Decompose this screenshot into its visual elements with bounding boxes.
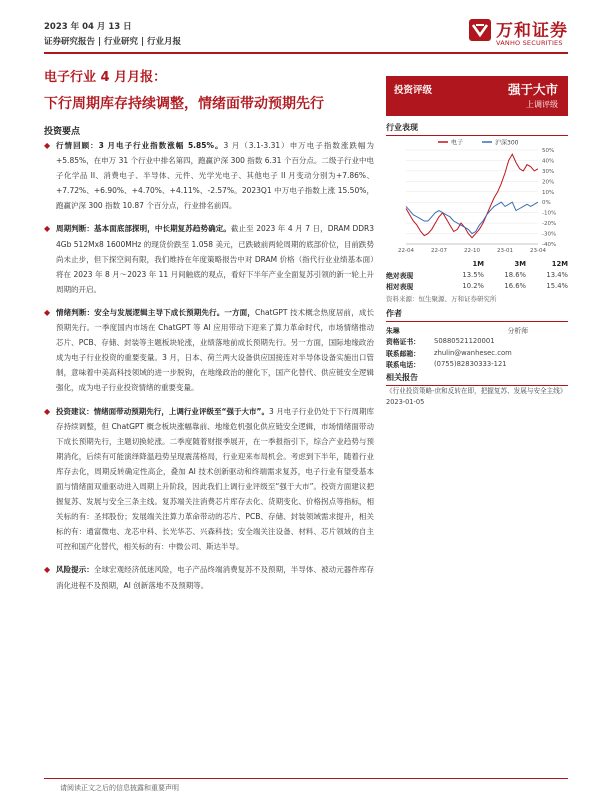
rating-value: 强于大市 xyxy=(507,82,558,97)
series-line xyxy=(406,154,538,238)
performance-title: 行业表现 xyxy=(386,122,568,136)
table-row xyxy=(386,280,568,291)
table-cell: 18.6% xyxy=(504,270,526,279)
paragraph-text: 3 月（3.1-3.31）申万电子指数涨跌幅为+5.85%，在申万 31 个行业中排名第四，跑赢沪深 300 指数 6.31 个百分点。二级子行业中电子化学品 II、消费电子、半导体、元件、光学光电子、其他电子 II 月变动分别为+7.86%、+7.72%、+6.90%、+4.70%、+4.11%、-2.57%。2023Q1 中万电子指数上涨 15.50%，跑赢沪深 300 指数 10.87 个百分点，行业排名前四。 xyxy=(56,141,374,211)
footer-divider xyxy=(44,778,568,779)
x-tick-label: 22-04 xyxy=(398,248,414,254)
performance-table xyxy=(386,258,568,291)
author-role: 分析师 xyxy=(507,326,528,335)
bullet-icon: ◆ xyxy=(44,565,51,575)
y-tick-label: -10% xyxy=(542,210,557,217)
table-header-cell: 1M xyxy=(472,259,484,268)
paragraph-text: ChatGPT 技术概念热度居前，成长预期先行。一季度国内市场在 ChatGPT 等 AI 应用带动下迎来了算力革命时代，市场情绪推动芯片、PCB、存储、封装等主题板块轮涨，业绩落地前成长预期先行。另一方面，国际地缘政治成为电子行业投资的重要变量。3 月，日本、荷兰两大设备供应国接连对半导体设备实施出口管制，意味着中美高科技领域的进一步脱钩，在地缘政治的催化下，国产化替代、供应链安全逻辑强化，成为电子行业投资情绪的重要变量。 xyxy=(56,307,374,393)
author-field-key: 联系邮箱： xyxy=(386,349,420,358)
bullet-icon: ◆ xyxy=(44,406,51,416)
y-tick-label: -40% xyxy=(542,242,557,248)
y-tick-label: -20% xyxy=(542,221,557,228)
y-tick-label: -30% xyxy=(542,231,557,238)
y-tick-label: 50% xyxy=(542,148,555,154)
table-header-row xyxy=(386,258,568,269)
author-field-value: S0880521120001 xyxy=(434,337,495,346)
brand-name-en: VANHO SECURITIES xyxy=(496,39,563,47)
related-report-link[interactable]: 《行业投资策略-庶和反转在即，把握复苏、发展与安全主线》 2023-01-05 xyxy=(386,387,567,406)
table-row-label: 相对表现 xyxy=(386,282,414,291)
related-title: 相关报告 xyxy=(386,372,568,386)
legend-label: 电子 xyxy=(451,139,464,147)
table-header-cell: 3M xyxy=(514,259,526,268)
paragraph-lead: 风险提示： xyxy=(56,565,94,575)
paragraph-lead: 周期判断：基本面底部探明，中长期复苏趋势确定。 xyxy=(56,224,231,234)
paragraph-review xyxy=(44,138,374,213)
paragraph-lead: 情绪判断：安全与发展逻辑主导下成长预期先行。一方面， xyxy=(56,307,255,317)
y-tick-label: 40% xyxy=(542,158,555,165)
y-tick-label: 30% xyxy=(542,168,555,175)
footer-disclaimer: 请阅读正文之后的信息披露和重要声明 xyxy=(60,784,179,792)
x-tick-label: 23-01 xyxy=(497,248,513,254)
author-name: 朱琳 xyxy=(386,326,400,335)
x-tick-label: 22-10 xyxy=(464,248,480,254)
performance-chart xyxy=(386,136,568,258)
table-cell: 15.4% xyxy=(546,281,568,290)
brand-mark-icon xyxy=(468,18,492,42)
paragraph-text: 3 月电子行业仍处于下行周期库存持续调整，但 ChatGPT 概念板块涨幅靠前、地缘危机强化供应链安全逻辑，市场情绪面带动下成长预期先行，主题切换轮涨。二季度随着财报季展开，在一季报指引下，综合产业趋势与预期消化，后续有可能演绎降温趋势呈现震荡格局，行业迎来布局机会。考虑到下半年，随着行业库存去化，周期反转确定性高企，叠加 AI 技术创新驱动和终端需求复苏，电子行业有望受基本面与情绪面双重驱动进入周期上升阶段，因此我们上调行业评级至“强于大市”。投资方面建议把握复苏、发展与安全三条主线。复苏端关注消费芯片库存去化、货期变化、价格拐点等指标，相关标的有：圣邦股份；发展端关注算力革命带动的芯片、PCB、存储、封装领域需求提升，相关标的有：通富微电、龙芯中科、长光华芯、兴森科技；安全端关注设备、材料、芯片领域的自主可控和国产化替代，相关标的有：中微公司、斯达半导。 xyxy=(56,406,375,552)
author-field-key: 联系电话： xyxy=(386,361,420,370)
bullet-icon: ◆ xyxy=(44,141,51,150)
header-divider xyxy=(44,52,568,54)
y-tick-label: 10% xyxy=(542,189,555,196)
section-title: 投资要点 xyxy=(44,127,81,137)
y-tick-label: 20% xyxy=(542,179,555,186)
paragraph-sentiment xyxy=(44,305,374,396)
paragraph-cycle xyxy=(44,221,374,296)
report-category: 证券研究报告 | 行业研究 | 行业月报 xyxy=(44,37,182,47)
rating-label: 投资评级 xyxy=(394,85,433,96)
bullet-icon: ◆ xyxy=(44,224,51,234)
report-date: 2023 年 04 月 13 日 xyxy=(44,22,132,32)
series-line xyxy=(406,202,538,233)
brand-logo xyxy=(468,16,568,52)
paragraph-text: 全球宏观经济低迷风险，电子产品终端消费复苏不及预期，半导体、被动元器件库存消化进程不及预期，AI 创新落地不及预期等。 xyxy=(56,565,375,590)
author-field-row xyxy=(386,336,568,348)
table-header-cell: 12M xyxy=(551,259,568,268)
paragraph-text: 截止至 2023 年 4 月 7 日，DRAM DDR3 4Gb 512Mx8 1600MHz 的现货价跌至 1.058 美元，已跌破前两轮周期的底部价位，目前跌势尚未止步，但下探空间有限，我们维持在年度策略报告中对 DRAM 价格（指代行业业绩基本面）将在 2023 年 8 月～2023 年 11 月间触底的观点，看好下半年产业全面复苏引领的新一轮上升周期的开启。 xyxy=(56,224,375,294)
table-cell: 13.4% xyxy=(546,270,568,279)
author-box xyxy=(386,324,568,370)
author-field-row xyxy=(386,359,568,371)
paragraph-lead: 投资建议：情绪面带动预期先行，上调行业评级至“强于大市”。 xyxy=(56,406,270,416)
brand-name: 万和证券 xyxy=(496,21,568,41)
performance-chart-svg xyxy=(386,136,568,258)
author-field-value: (0755)82830333-121 xyxy=(434,360,507,369)
legend-label: 沪深300 xyxy=(495,139,519,147)
y-tick-label: 0% xyxy=(542,200,551,207)
author-email-link[interactable]: zhulin@wanhesec.com xyxy=(434,348,512,357)
table-cell: 13.5% xyxy=(462,270,484,279)
paragraph-advice xyxy=(44,404,374,555)
author-title: 作者 xyxy=(386,308,568,322)
paragraph-risk xyxy=(44,562,374,592)
author-field-key: 资格证书： xyxy=(386,338,420,347)
x-tick-label: 22-07 xyxy=(431,248,447,254)
data-source-note: 资料来源：恒生聚源、万和证券研究所 xyxy=(386,295,497,303)
main-content xyxy=(44,138,374,601)
table-row xyxy=(386,269,568,280)
table-cell: 10.2% xyxy=(462,281,484,290)
bullet-icon: ◆ xyxy=(44,307,51,317)
report-title-line1: 电子行业 4 月月报： xyxy=(44,70,167,85)
author-name-row xyxy=(386,324,568,336)
x-tick-label: 23-04 xyxy=(530,248,546,254)
table-cell: 16.6% xyxy=(504,281,526,290)
author-field-row xyxy=(386,347,568,359)
paragraph-lead: 行情回顾：3 月电子行业指数涨幅 5.85%。 xyxy=(56,141,224,150)
report-title-line2: 下行周期库存持续调整，情绪面带动预期先行 xyxy=(44,96,324,112)
table-row-label: 绝对表现 xyxy=(386,271,414,280)
rating-box xyxy=(386,76,568,116)
rating-change: 上调评级 xyxy=(526,100,558,109)
